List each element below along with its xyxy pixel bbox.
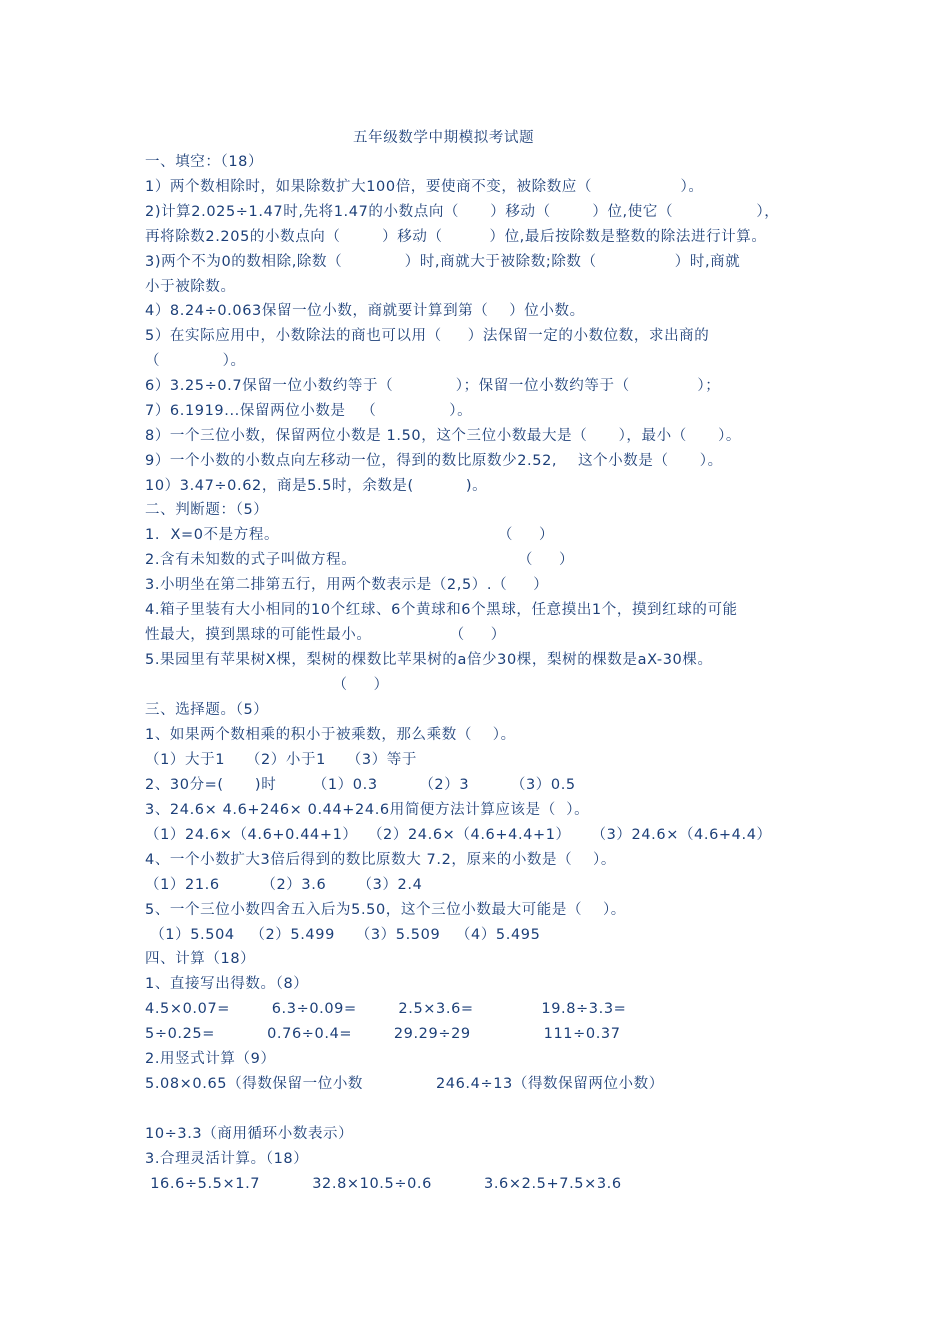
question-line: 3.小明坐在第二排第五行，用两个数表示是（2,5）.（ ） bbox=[145, 577, 549, 593]
section-heading-multiple-choice: 三、选择题。（5） bbox=[145, 702, 269, 718]
question-line: 3)两个不为0的数相除,除数（ ）时,商就大于被除数;除数（ ）时,商就 bbox=[145, 254, 741, 270]
question-line: 小于被除数。 bbox=[145, 279, 236, 295]
question-line: （1）5.504 （2）5.499 （3）5.509 （4）5.495 bbox=[145, 927, 541, 943]
question-line: 10）3.47÷0.62，商是5.5时，余数是( )。 bbox=[145, 478, 488, 494]
section-heading-true-false: 二、判断题：（5） bbox=[145, 502, 269, 518]
question-line: 3、24.6× 4.6+246× 0.44+24.6用简便方法计算应该是（ ）。 bbox=[145, 802, 590, 818]
question-line: （1）大于1 （2）小于1 （3）等于 bbox=[145, 752, 417, 768]
section-heading-fill-blank: 一、填空：（18） bbox=[145, 154, 264, 170]
question-line: 2、30分=( )时 （1）0.3 （2）3 （3）0.5 bbox=[145, 777, 576, 793]
question-line: （1）21.6 （2）3.6 （3）2.4 bbox=[145, 877, 423, 893]
question-line: 1. X=0不是方程。 （ ） bbox=[145, 527, 555, 543]
question-line: 1、如果两个数相乘的积小于被乘数，那么乘数（ ）。 bbox=[145, 727, 516, 743]
question-line: 4.5×0.07= 6.3÷0.09= 2.5×3.6= 19.8÷3.3= bbox=[145, 1001, 627, 1017]
question-line: 5.08×0.65（得数保留一位小数 246.4÷13（得数保留两位小数） bbox=[145, 1076, 664, 1092]
question-line: 5）在实际应用中，小数除法的商也可以用（ ）法保留一定的小数位数，求出商的 bbox=[145, 328, 710, 344]
question-line: 4.箱子里装有大小相同的10个红球、6个黄球和6个黑球，任意摸出1个，摸到红球的可能 bbox=[145, 602, 738, 618]
question-line: 再将除数2.205的小数点向（ ）移动（ ）位,最后按除数是整数的除法进行计算。 bbox=[145, 229, 767, 245]
question-line: 5、一个三位小数四舍五入后为5.50，这个三位小数最大可能是（ ）。 bbox=[145, 902, 626, 918]
question-line: （1）24.6×（4.6+0.44+1） （2）24.6×（4.6+4.4+1） （3）24.6×（4.6+4.4） bbox=[145, 827, 772, 843]
question-line: 16.6÷5.5×1.7 32.8×10.5÷0.6 3.6×2.5+7.5×3.6 bbox=[145, 1176, 622, 1192]
question-line: 2.用竖式计算（9） bbox=[145, 1051, 276, 1067]
question-line: （ ） bbox=[145, 677, 389, 693]
question-line: 1、直接写出得数。（8） bbox=[145, 976, 309, 992]
question-line: 5÷0.25= 0.76÷0.4= 29.29÷29 111÷0.37 bbox=[145, 1026, 621, 1042]
page-title: 五年级数学中期模拟考试题 bbox=[353, 130, 535, 146]
question-line: 性最大，摸到黑球的可能性最小。 （ ） bbox=[145, 627, 506, 643]
question-line: 4、一个小数扩大3倍后得到的数比原数大 7.2，原来的小数是（ ）。 bbox=[145, 852, 617, 868]
question-line: 7）6.1919...保留两位小数是 （ ）。 bbox=[145, 403, 473, 419]
question-line: （ ）。 bbox=[145, 353, 246, 369]
question-line: 1）两个数相除时，如果除数扩大100倍，要使商不变，被除数应（ ）。 bbox=[145, 179, 704, 195]
question-line: 2)计算2.025÷1.47时,先将1.47的小数点向（ ）移动（ ）位,使它（ ）， bbox=[145, 204, 780, 220]
question-line: 6）3.25÷0.7保留一位小数约等于（ ）；保留一位小数约等于（ ）； bbox=[145, 378, 721, 394]
section-heading-calculation: 四、计算（18） bbox=[145, 951, 256, 967]
question-line: 8）一个三位小数，保留两位小数是 1.50，这个三位小数最大是（ ），最小（ ）。 bbox=[145, 428, 742, 444]
question-line: 2.含有未知数的式子叫做方程。 （ ） bbox=[145, 552, 575, 568]
question-line: 5.果园里有苹果树X棵，梨树的棵数比苹果树的a倍少30棵，梨树的棵数是aX-30棵。 bbox=[145, 652, 713, 668]
question-line: 10÷3.3（商用循环小数表示） bbox=[145, 1126, 354, 1142]
question-line: 4）8.24÷0.063保留一位小数，商就要计算到第（ ）位小数。 bbox=[145, 303, 585, 319]
question-line: 3.合理灵活计算。（18） bbox=[145, 1151, 309, 1167]
question-line: 9）一个小数的小数点向左移动一位，得到的数比原数少2.52, 这个小数是（ ）。 bbox=[145, 453, 723, 469]
